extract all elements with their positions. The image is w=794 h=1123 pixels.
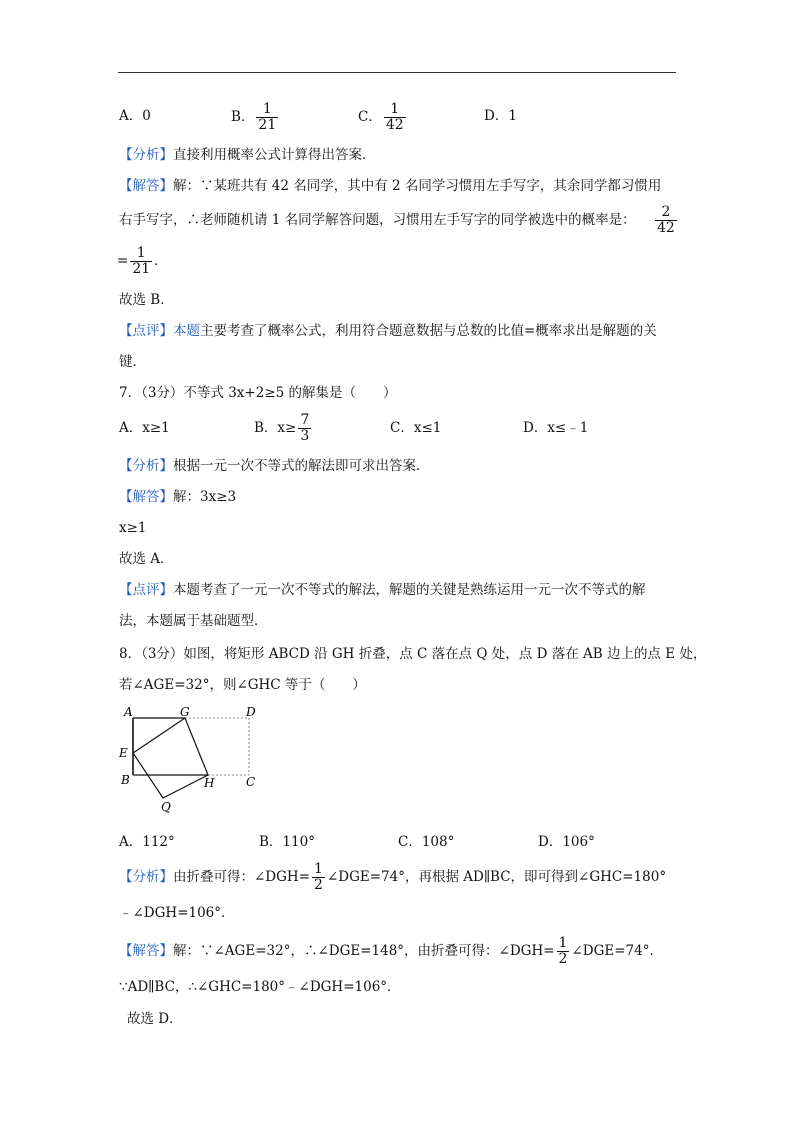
q7-analysis-tag: 【分析】 bbox=[119, 458, 173, 474]
q6-solution-line2 bbox=[119, 210, 636, 230]
q8-analysis-pre: 由折叠可得：∠DGH= bbox=[173, 869, 311, 885]
q8-solution-pre: 解：∵∠AGE=32°，∴∠DGE=148°，由折叠可得：∠DGH= bbox=[173, 943, 555, 959]
q7-option-a: A．x≥1 bbox=[119, 420, 170, 436]
q8-folding-figure bbox=[115, 702, 265, 814]
q6-comment-line2: 键． bbox=[119, 354, 146, 370]
q8-solution-tag: 【解答】 bbox=[119, 943, 173, 959]
q8-analysis-frac-den: 2 bbox=[314, 877, 323, 893]
q7-option-b-label: B．x≥ bbox=[254, 420, 297, 436]
q8-option-b: B．110° bbox=[259, 834, 315, 850]
q8-analysis-line1 bbox=[119, 862, 666, 893]
q8-stem-line2: 若∠AGE=32°，则∠GHC 等于（ ） bbox=[119, 677, 366, 693]
q8-option-d: D．106° bbox=[538, 834, 595, 850]
q7-option-c: C．x≤1 bbox=[390, 420, 442, 436]
q6-option-c-label: C． bbox=[358, 109, 382, 125]
q7-comment-line1 bbox=[119, 580, 646, 600]
q6-comment-highlight: 本题 bbox=[173, 323, 200, 339]
q7-analysis bbox=[119, 456, 430, 476]
q8-option-a: A．112° bbox=[119, 834, 175, 850]
q7-comment-line2: 法，本题属于基础题型． bbox=[119, 613, 268, 629]
q8-solution-line1 bbox=[119, 936, 663, 967]
q8-analysis-frac-num: 1 bbox=[314, 861, 323, 877]
q8-analysis-post: ∠DGE=74°，再根据 AD∥BC，即可得到∠GHC=180° bbox=[326, 869, 667, 885]
q7-choice: 故选 A． bbox=[119, 551, 174, 567]
q8-solution-frac-den: 2 bbox=[558, 951, 568, 967]
q6-option-b-fraction bbox=[256, 102, 278, 133]
q6-option-b-num: 1 bbox=[262, 101, 272, 117]
fig-label-q: Q bbox=[161, 800, 171, 814]
q8-solution-line2: ∵AD∥BC，∴∠GHC=180°﹣∠DGH=106°． bbox=[119, 979, 401, 995]
q7-analysis-text: 根据一元一次不等式的解法即可求出答案． bbox=[173, 458, 430, 474]
fig-label-g: G bbox=[180, 705, 190, 719]
q6-solution-line1 bbox=[119, 176, 661, 196]
fig-label-a: A bbox=[124, 705, 133, 719]
q6-solution-end: ． bbox=[154, 253, 168, 269]
q7-option-b bbox=[254, 413, 313, 444]
header-rule bbox=[118, 72, 676, 73]
q8-choice: 故选 D． bbox=[127, 1011, 183, 1027]
q6-solution-fraction1 bbox=[653, 205, 679, 236]
q6-option-a: A．0 bbox=[119, 108, 151, 124]
fig-label-h: H bbox=[204, 776, 215, 790]
q6-option-c-fraction bbox=[384, 102, 406, 133]
q6-option-c-den: 42 bbox=[385, 117, 404, 133]
q7-comment-tag: 【点评】 bbox=[119, 582, 173, 598]
q6-option-b bbox=[231, 102, 280, 133]
q7-option-d: D．x≤﹣1 bbox=[523, 420, 589, 436]
q8-stem-line1: 8．（3分）如图，将矩形 ABCD 沿 GH 折叠，点 C 落在点 Q 处，点 D 落在 AB 边上的点 E 处， bbox=[119, 646, 707, 662]
q6-solution-tag: 【解答】 bbox=[119, 178, 173, 194]
q8-analysis-tag: 【分析】 bbox=[119, 869, 173, 885]
q7-stem: 7．（3分）不等式 3x+2≥5 的解集是（ ） bbox=[119, 385, 397, 401]
q6-option-b-den: 21 bbox=[258, 117, 277, 133]
q8-solution-frac-num: 1 bbox=[558, 935, 568, 951]
q6-analysis-text: 直接利用概率公式计算得出答案． bbox=[173, 147, 376, 163]
q7-comment-text1: 本题考查了一元一次不等式的解法，解题的关键是熟练运用一元一次不等式的解 bbox=[173, 582, 646, 598]
fig-label-b: B bbox=[121, 773, 130, 787]
q8-option-c: C．108° bbox=[398, 834, 455, 850]
q6-solution-text1: 解：∵某班共有 42 名同学，其中有 2 名同学习惯用左手写字，其余同学都习惯用 bbox=[173, 178, 662, 194]
q6-option-c bbox=[358, 102, 408, 133]
q7-solution-line2: x≥1 bbox=[119, 520, 147, 536]
q6-analysis-tag: 【分析】 bbox=[119, 147, 173, 163]
q7-solution-line1 bbox=[119, 487, 236, 507]
q6-option-d: D．1 bbox=[484, 108, 517, 124]
q6-option-b-label: B． bbox=[231, 109, 255, 125]
q6-solution-frac2-num: 1 bbox=[136, 245, 146, 261]
q7-solution-text1: 解：3x≥3 bbox=[173, 489, 237, 505]
fig-label-e: E bbox=[119, 746, 128, 760]
q6-solution-eq: = bbox=[117, 253, 129, 269]
q6-solution-frac2 bbox=[130, 246, 152, 277]
q8-solution-fraction bbox=[557, 936, 570, 967]
q6-solution-line3 bbox=[117, 246, 168, 277]
fig-label-d: D bbox=[246, 705, 256, 719]
fig-folded-quad bbox=[133, 718, 208, 798]
q7-option-b-fraction bbox=[298, 413, 311, 444]
q6-solution-frac1-num: 2 bbox=[661, 204, 671, 220]
q6-solution-frac1-den: 42 bbox=[657, 220, 675, 236]
q6-analysis bbox=[119, 145, 376, 165]
q6-choice: 故选 B． bbox=[119, 292, 174, 308]
q6-comment-tag: 【点评】 bbox=[119, 323, 173, 339]
q7-option-b-num: 7 bbox=[300, 412, 310, 428]
q8-solution-post: ∠DGE=74°． bbox=[571, 943, 663, 959]
q6-solution-text2: 右手写字，∴老师随机请 1 名同学解答问题，习惯用左手写字的同学被选中的概率是： bbox=[119, 212, 636, 228]
q6-comment-text1: 主要考查了概率公式，利用符合题意数据与总数的比值=概率求出是解题的关 bbox=[200, 323, 657, 339]
fig-label-c: C bbox=[246, 775, 256, 789]
q7-solution-tag: 【解答】 bbox=[119, 489, 173, 505]
q6-option-c-num: 1 bbox=[390, 101, 400, 117]
q6-solution-frac2-den: 21 bbox=[132, 261, 151, 277]
q8-analysis-fraction bbox=[312, 862, 325, 893]
q6-comment-line1 bbox=[119, 321, 657, 341]
q6-solution-frac1 bbox=[655, 205, 677, 236]
q7-option-b-den: 3 bbox=[300, 428, 310, 444]
q8-analysis-line2: ﹣∠DGH=106°． bbox=[119, 905, 235, 921]
